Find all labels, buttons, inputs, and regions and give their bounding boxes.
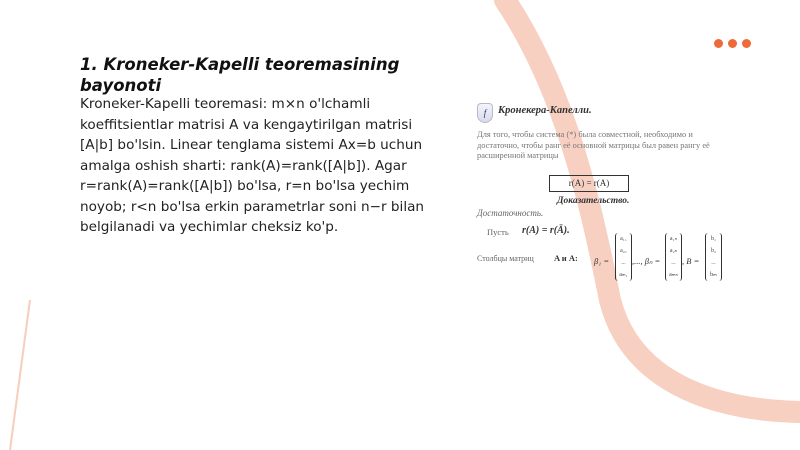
scanned-theorem-image bbox=[462, 96, 730, 292]
rank-formula-box: r(A) = r(A) bbox=[549, 175, 629, 192]
scan-sufficiency-label: Достаточность. bbox=[477, 208, 544, 218]
matrix-column-b: b₁ b₂ ... bₘ bbox=[705, 233, 722, 281]
scan-paragraph: Для того, чтобы система (*) была совместной, необходимо и достаточно, чтобы ранг её основной матрицы был равен рангу её расширенной матрицы bbox=[477, 130, 710, 160]
scan-proof-label: Доказательство. bbox=[557, 196, 630, 206]
betan-label: ,..., βₙ = bbox=[632, 256, 661, 266]
beta1-label: β₁ = bbox=[594, 256, 610, 266]
decorative-dots bbox=[714, 39, 751, 48]
formula-icon: f bbox=[477, 103, 493, 123]
dot-icon bbox=[742, 39, 751, 48]
dot-icon bbox=[714, 39, 723, 48]
slide-body-text: Kroneker-Kapelli teoremasi: m×n o'lchamli koeffitsientlar matrisi A va kengaytirilgan matrisi [A|b] bo'lsin. Linear tenglama sistemi Ax=b uchun amalga oshish sharti: rank(A)=rank([A|b]). Agar r=rank(A)=rank([A|b]) bo'lsa, r=n bo'lsa yechim noyob; r<n bo'lsa erkin parametrlar soni n−r bilan belgilanadi va yechimlar cheksiz ko'p. bbox=[80, 96, 425, 235]
scan-columns-of: A и A: bbox=[554, 253, 578, 263]
b-label: , B = bbox=[682, 256, 700, 266]
scan-heading: Кронекера-Капелли. bbox=[498, 105, 592, 116]
scan-rank-condition: r(A) = r(Ā). bbox=[522, 225, 570, 236]
scan-columns-label: Столбцы матриц bbox=[477, 254, 534, 263]
matrix-column-n: a₁ₙ a₂ₙ ... aₘₙ bbox=[665, 233, 682, 281]
slide-title: 1. Kroneker-Kapelli teoremasining bayonoti bbox=[80, 55, 400, 95]
dot-icon bbox=[728, 39, 737, 48]
matrix-column-1: a₁₁ a₂₁ ... aₘ₁ bbox=[615, 233, 632, 281]
scan-let-label: Пусть bbox=[487, 227, 509, 237]
